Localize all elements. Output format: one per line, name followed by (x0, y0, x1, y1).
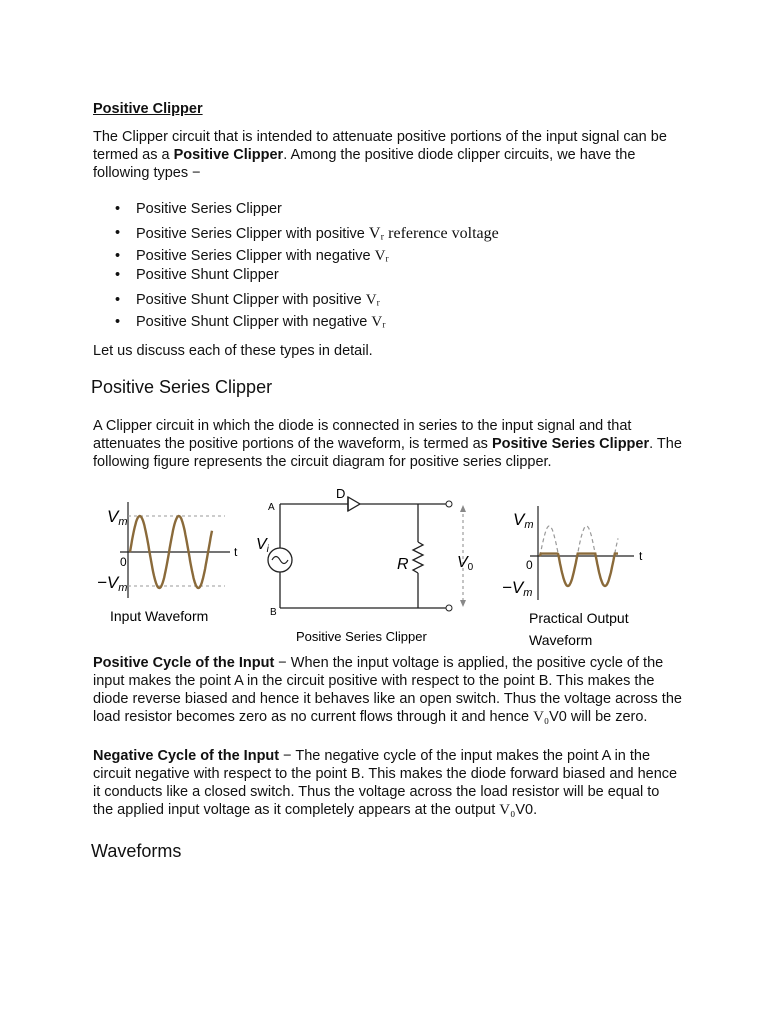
list-item-text: Positive Shunt Clipper (136, 267, 279, 283)
input-zero-label: 0 (120, 555, 127, 569)
diode-label: D (336, 486, 346, 501)
list-item (115, 201, 282, 217)
positive-cycle-paragraph (93, 654, 683, 726)
negative-cycle-text-end: V0. (515, 802, 538, 818)
output-t-label: t (639, 549, 643, 563)
clipper-circuit (256, 486, 474, 644)
list-item-text: Positive Shunt Clipper with negative (136, 314, 372, 330)
negative-cycle-text: − The negative cycle of the input makes the point A in the circuit negative with respect to the point B. This makes the diode forward biased and hence it conducts like a closed switch. Thus the voltage across the load resistor will be equal to the applied input voltage as it completely appears at the output (93, 748, 678, 818)
list-item (115, 314, 386, 331)
output-terminal-top (446, 501, 452, 507)
series-bold-term: Positive Series Clipper (491, 436, 650, 452)
resistor-label: R (397, 556, 409, 573)
resistor-icon (413, 542, 423, 573)
vi-label: Vi (256, 536, 269, 555)
output-caption-line1: Practical Output (529, 610, 629, 626)
point-a-label: A (268, 502, 275, 513)
series-text-end: . The following figure represents the circuit diagram for positive series clipper. (93, 436, 682, 470)
output-waveform (502, 506, 643, 648)
series-text: A Clipper circuit in which the diode is connected in series to the input signal and that attenuates the positive portions of the waveform, is termed as (93, 418, 632, 452)
vo-arrow-up-icon (460, 505, 466, 512)
vo-label: V0 (457, 554, 474, 573)
list-item (115, 248, 389, 265)
intro-bold-term: Positive Clipper (173, 147, 284, 163)
figure-positive-series-clipper (90, 480, 670, 652)
input-vm-label: Vm (107, 507, 128, 528)
output-terminal-bottom (446, 605, 452, 611)
negative-cycle-heading: Negative Cycle of the Input (93, 748, 280, 764)
list-item-math: Vᵣ (371, 314, 386, 330)
list-item-text: Positive Series Clipper with positive (136, 226, 369, 242)
list-item-math: Vᵣ (374, 248, 389, 264)
bullet-icon: • (115, 201, 121, 217)
bullet-icon: • (115, 267, 121, 283)
circuit-caption: Positive Series Clipper (296, 629, 427, 644)
diode-icon (348, 497, 360, 511)
bullet-icon: • (115, 292, 121, 308)
list-item (115, 267, 279, 283)
list-item-text: Positive Series Clipper with negative (136, 248, 375, 264)
negative-cycle-math: V₀ (499, 802, 516, 818)
intro-text-end: . Among the positive diode clipper circuits, we have the following types − (93, 147, 636, 181)
input-neg-vm-label: −Vm (97, 573, 128, 594)
input-t-label: t (234, 545, 238, 559)
output-zero-label: 0 (526, 558, 533, 572)
output-practical-wave (540, 554, 618, 586)
input-waveform (97, 502, 238, 624)
vo-arrow-down-icon (460, 600, 466, 607)
bullet-icon: • (115, 248, 121, 264)
list-item-text: Positive Shunt Clipper with positive (136, 292, 366, 308)
positive-cycle-text: − When the input voltage is applied, the positive cycle of the input makes the point A in the circuit positive with respect to the point B. This makes the diode reverse biased and hence it behaves like an open switch. Thus the voltage across the load resistor becomes zero as no current flows through it and hence (93, 655, 682, 725)
list-item (115, 225, 499, 243)
outro-text: Let us discuss each of these types in detail. (93, 343, 373, 359)
series-clipper-paragraph (93, 417, 683, 471)
clipper-types-list (115, 0, 636, 340)
point-b-label: B (270, 607, 277, 618)
section-heading-positive-series-clipper: Positive Series Clipper (91, 377, 273, 397)
bullet-icon: • (115, 314, 121, 330)
output-neg-vm-label: −Vm (502, 578, 533, 599)
list-item-math: Vᵣ (365, 292, 380, 308)
positive-cycle-math: V₀ (533, 709, 550, 725)
section-heading-positive-clipper: Positive Clipper (93, 101, 203, 117)
output-vm-label: Vm (513, 510, 534, 531)
bullet-icon: • (115, 225, 121, 241)
negative-cycle-paragraph (93, 747, 683, 819)
output-caption-line2: Waveform (529, 632, 593, 648)
list-item (115, 292, 380, 309)
positive-cycle-heading: Positive Cycle of the Input (93, 655, 275, 671)
section-heading-waveforms: Waveforms (91, 841, 182, 861)
intro-text: The Clipper circuit that is intended to attenuate positive portions of the input signal can be termed as a (93, 129, 667, 163)
input-caption: Input Waveform (110, 608, 209, 624)
list-item-math: Vᵣ reference voltage (368, 225, 499, 242)
positive-cycle-text-end: V0 will be zero. (549, 709, 648, 725)
list-item-text: Positive Series Clipper (136, 201, 282, 217)
